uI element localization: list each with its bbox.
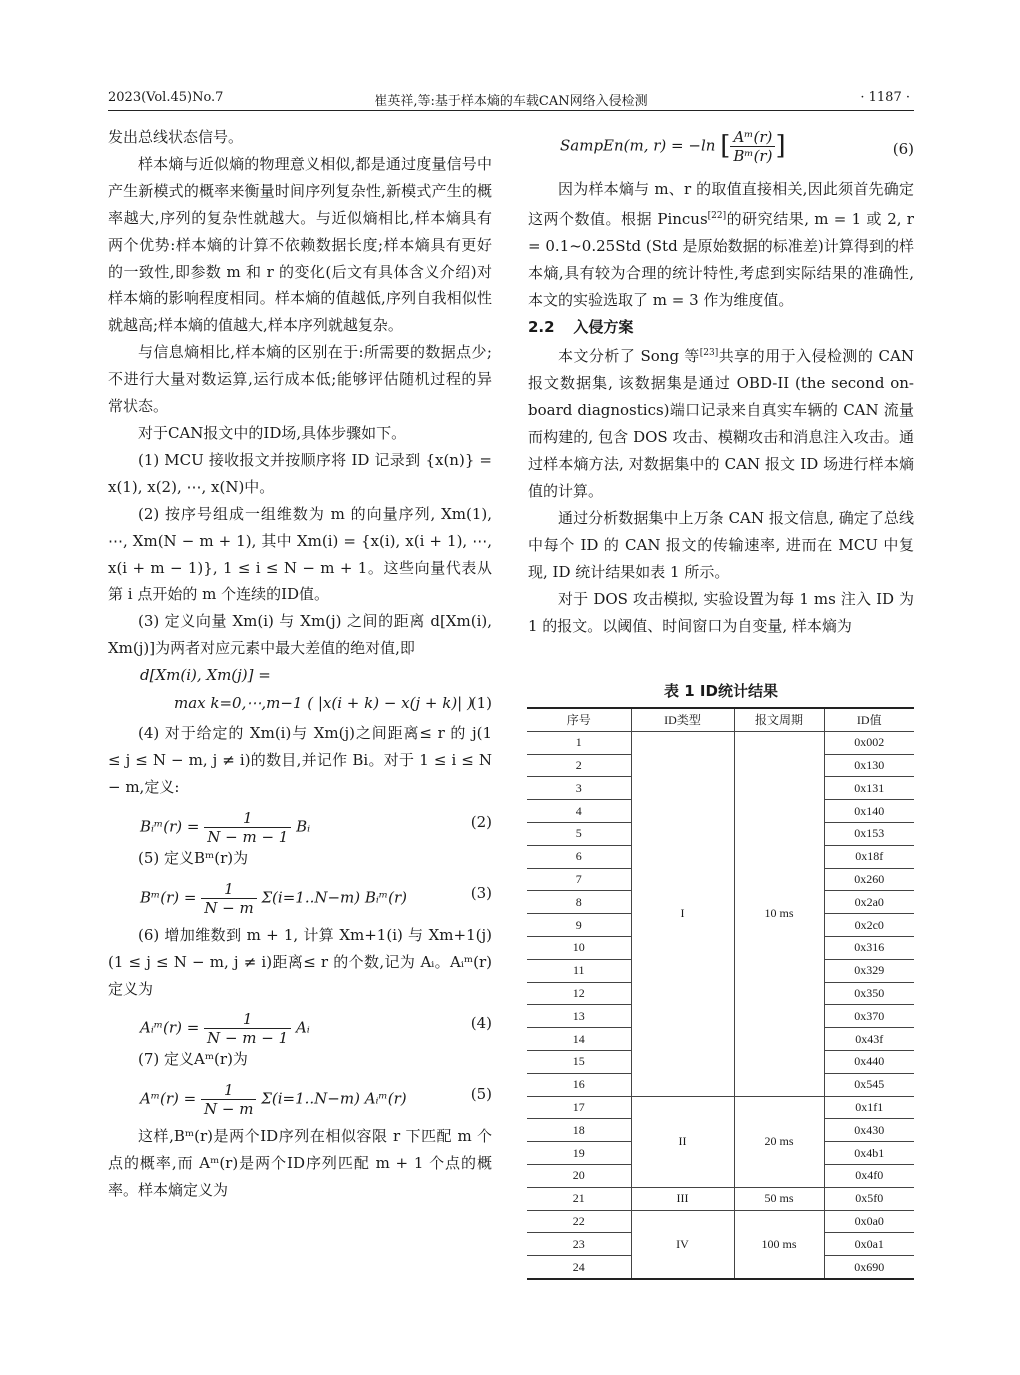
seq-cell: 24	[527, 1256, 631, 1279]
column-header: ID类型	[631, 708, 734, 731]
text: 因为样本熵与 m、r 的取值直接相关,因此须首先确定这两个数值。根据 Pincus	[528, 180, 914, 228]
denominator: Bᵐ(r)	[733, 147, 773, 165]
id-value-cell: 0x130	[824, 754, 914, 777]
equation-number: (5)	[470, 1085, 492, 1104]
seq-cell: 18	[527, 1119, 631, 1142]
id-type-cell: II	[631, 1096, 734, 1187]
paragraph	[528, 340, 914, 504]
id-value-cell: 0x2c0	[824, 914, 914, 937]
id-type-cell: III	[631, 1187, 734, 1210]
equation-6	[528, 126, 914, 174]
id-value-cell: 0x1f1	[824, 1096, 914, 1119]
step-4: (4) 对于给定的 Xm(i)与 Xm(j)之间距离≤ r 的 j(1 ≤ j ≤ N − m, j ≠ i)的数目,并记作 Bi。对于 1 ≤ i ≤ N − m,定义:	[108, 724, 492, 796]
denominator: N − m	[204, 898, 254, 917]
right-column	[528, 124, 914, 639]
fraction	[204, 1010, 291, 1047]
id-value-cell: 0x260	[824, 868, 914, 891]
seq-cell: 17	[527, 1096, 631, 1119]
seq-cell: 5	[527, 822, 631, 845]
seq-cell: 23	[527, 1233, 631, 1256]
column-header: 报文周期	[734, 708, 824, 731]
text: 共享的用于入侵检测的 CAN 报文数据集, 该数据集是通过 OBD-II (the second on-board diagnostics)端口记录来自真实车辆的 CAN 流量而构建的, 包含 DOS 攻击、模糊攻击和消息注入攻击。通过样本熵方法, 对数据集中的 CAN 报文 ID 场进行样本熵值的计算。	[528, 347, 914, 500]
step-7: (7) 定义Aᵐ(r)为	[138, 1050, 248, 1069]
equation-lhs: Aᵐ(r) =	[140, 1089, 197, 1108]
period-cell: 10 ms	[734, 731, 824, 1096]
section-title: 入侵方案	[573, 317, 634, 336]
id-value-cell: 0x316	[824, 936, 914, 959]
equation-1-line-2: max k=0,⋯,m−1 ( |x(i + k) − x(j + k)| )	[174, 694, 473, 713]
step-1: (1) MCU 接收报文并按顺序将 ID 记录到 {x(n)} = x(1), x(2), ⋯, x(N)中。	[108, 450, 492, 496]
numerator: 1	[204, 1010, 291, 1029]
step-3: (3) 定义向量 Xm(i) 与 Xm(j) 之间的距离 d[Xm(i), Xm(j)]为两者对应元素中最大差值的绝对值,即	[108, 612, 492, 658]
equation-number: (2)	[470, 812, 492, 831]
equation-3	[108, 874, 492, 920]
left-bracket: [	[720, 131, 731, 162]
table-row	[527, 731, 914, 754]
equation-number: (6)	[892, 140, 914, 158]
id-value-cell: 0x0a1	[824, 1233, 914, 1256]
section-number: 2.2	[528, 317, 555, 336]
table-row	[527, 1187, 914, 1210]
citation[interactable]: [22]	[707, 210, 727, 221]
text: 的研究结果, m = 1 或 2, r = 0.1~0.25Std (Std 是原始数据的标准差)计算得到的样本熵,具有较为合理的统计特性,考虑到实际结果的准确性,本文的实验选取了 m = 3 作为维度值。	[528, 209, 914, 309]
paragraph: 这样,Bᵐ(r)是两个ID序列在相似容限 r 下匹配 m 个点的概率,而 Aᵐ(r)是两个ID序列匹配 m + 1 个点的概率。样本熵定义为	[108, 1127, 492, 1200]
id-value-cell: 0x153	[824, 822, 914, 845]
id-value-cell: 0x131	[824, 777, 914, 800]
id-value-cell: 0x43f	[824, 1028, 914, 1051]
paragraph: 对于CAN报文中的ID场,具体步骤如下。	[138, 423, 407, 442]
id-type-cell: IV	[631, 1210, 734, 1279]
text: 本文分析了 Song 等	[558, 347, 700, 366]
period-cell: 50 ms	[734, 1187, 824, 1210]
period-cell: 100 ms	[734, 1210, 824, 1279]
numerator: Aᵐ(r)	[730, 128, 775, 147]
equation-lhs: Bᵐ(r) =	[140, 888, 197, 907]
denominator: N − m − 1	[207, 827, 289, 846]
seq-cell: 20	[527, 1164, 631, 1187]
equation-lhs: Bᵢᵐ(r) =	[140, 817, 200, 836]
equation-number: (4)	[470, 1014, 492, 1033]
fraction	[730, 128, 775, 165]
id-value-cell: 0x350	[824, 982, 914, 1005]
table-row	[527, 1210, 914, 1233]
id-value-cell: 0x002	[824, 731, 914, 754]
running-header	[108, 88, 914, 111]
table-caption: 表 1 ID统计结果	[664, 682, 778, 700]
seq-cell: 4	[527, 800, 631, 823]
seq-cell: 2	[527, 754, 631, 777]
id-value-cell: 0x4f0	[824, 1164, 914, 1187]
seq-cell: 9	[527, 914, 631, 937]
id-value-cell: 0x370	[824, 1005, 914, 1028]
id-value-cell: 0x5f0	[824, 1187, 914, 1210]
seq-cell: 19	[527, 1142, 631, 1165]
denominator: N − m	[204, 1100, 254, 1119]
seq-cell: 10	[527, 936, 631, 959]
step-2: (2) 按序号组成一组维数为 m 的向量序列, Xm(1), ⋯, Xm(N − m + 1), 其中 Xm(i) = {x(i), x(i + 1), ⋯, x(i + m − 1)}, 1 ≤ i ≤ N − m + 1。这些向量代表从第 i 点开始的 m 个连续的ID值。	[108, 504, 492, 604]
right-bracket: ]	[775, 131, 786, 162]
equation-lhs: Aᵢᵐ(r) =	[140, 1018, 200, 1037]
id-value-cell: 0x545	[824, 1073, 914, 1096]
seq-cell: 14	[527, 1028, 631, 1051]
citation[interactable]: [23]	[699, 348, 719, 359]
paragraph: 通过分析数据集中上万条 CAN 报文信息, 确定了总线中每个 ID 的 CAN 报文的传输速率, 进而在 MCU 中复现, ID 统计结果如表 1 所示。	[528, 508, 914, 581]
denominator: N − m − 1	[207, 1029, 289, 1048]
step-5: (5) 定义Bᵐ(r)为	[138, 848, 249, 867]
seq-cell: 22	[527, 1210, 631, 1233]
equation-rhs: Bᵢ	[296, 817, 311, 836]
equation-4	[108, 1004, 492, 1048]
equation-number: (1)	[470, 694, 492, 713]
article-running-title: 崔英祥,等:基于样本熵的车载CAN网络入侵检测	[374, 94, 648, 109]
equation-rhs: Aᵢ	[295, 1018, 310, 1037]
equation-1-line-1: d[Xm(i), Xm(j)] =	[140, 666, 271, 685]
seq-cell: 3	[527, 777, 631, 800]
fraction	[201, 1081, 256, 1118]
seq-cell: 12	[527, 982, 631, 1005]
equation-rhs: Σ(i=1..N−m) Aᵢᵐ(r)	[261, 1089, 407, 1108]
fraction	[204, 809, 291, 846]
journal-issue: 2023(Vol.45)No.7	[108, 90, 224, 105]
id-value-cell: 0x430	[824, 1119, 914, 1142]
table-body	[527, 731, 914, 1279]
seq-cell: 7	[527, 868, 631, 891]
id-value-cell: 0x2a0	[824, 891, 914, 914]
paragraph: 样本熵与近似熵的物理意义相似,都是通过度量信号中产生新模式的概率来衡量时间序列复杂性,新模式产生的概率越大,序列的复杂性就越大。与近似熵相比,样本熵具有两个优势:样本熵的计算不依赖数据长度;样本熵具有更好的一致性,即参数 m 和 r 的变化(后文有具体含义介绍)对样本熵的影响程度相同。样本熵的值越低,序列自我相似性就越高;样本熵的值越大,样本序列就越复杂。	[108, 154, 492, 335]
id-value-cell: 0x140	[824, 800, 914, 823]
id-value-cell: 0x690	[824, 1256, 914, 1279]
equation-5	[108, 1075, 492, 1121]
id-value-cell: 0x18f	[824, 845, 914, 868]
period-cell: 20 ms	[734, 1096, 824, 1187]
paragraph	[528, 176, 914, 314]
equation-1	[108, 662, 492, 720]
equation-number: (3)	[470, 883, 492, 902]
numerator: 1	[201, 880, 256, 899]
seq-cell: 16	[527, 1073, 631, 1096]
left-column	[108, 124, 492, 1204]
id-value-cell: 0x329	[824, 959, 914, 982]
seq-cell: 8	[527, 891, 631, 914]
seq-cell: 13	[527, 1005, 631, 1028]
id-value-cell: 0x4b1	[824, 1142, 914, 1165]
column-header: ID值	[824, 708, 914, 731]
section-heading	[528, 314, 914, 341]
column-header: 序号	[527, 708, 631, 731]
seq-cell: 1	[527, 731, 631, 754]
table-row	[527, 1096, 914, 1119]
seq-cell: 6	[527, 845, 631, 868]
id-statistics-table	[527, 707, 914, 1280]
paragraph: 发出总线状态信号。	[108, 128, 244, 146]
equation-rhs: Σ(i=1..N−m) Bᵢᵐ(r)	[261, 888, 408, 907]
fraction	[201, 880, 256, 917]
equation-2	[108, 803, 492, 846]
seq-cell: 21	[527, 1187, 631, 1210]
seq-cell: 15	[527, 1050, 631, 1073]
equation-lhs: SampEn(m, r) = −ln	[560, 136, 716, 155]
page-number: · 1187 ·	[860, 90, 910, 105]
paragraph: 对于 DOS 攻击模拟, 实验设置为每 1 ms 注入 ID 为 1 的报文。以阈值、时间窗口为自变量, 样本熵为	[528, 589, 914, 635]
id-type-cell: I	[631, 731, 734, 1096]
table-header-row	[527, 708, 914, 731]
numerator: 1	[204, 809, 291, 828]
id-value-cell: 0x440	[824, 1050, 914, 1073]
seq-cell: 11	[527, 959, 631, 982]
paragraph: 与信息熵相比,样本熵的区别在于:所需要的数据点少;不进行大量对数运算,运行成本低;能够评估随机过程的异常状态。	[108, 343, 492, 416]
numerator: 1	[201, 1081, 256, 1100]
step-6: (6) 增加维数到 m + 1, 计算 Xm+1(i) 与 Xm+1(j)(1 ≤ j ≤ N − m, j ≠ i)距离≤ r 的个数,记为 Aᵢ。Aᵢᵐ(r)定义为	[108, 925, 492, 998]
id-value-cell: 0x0a0	[824, 1210, 914, 1233]
